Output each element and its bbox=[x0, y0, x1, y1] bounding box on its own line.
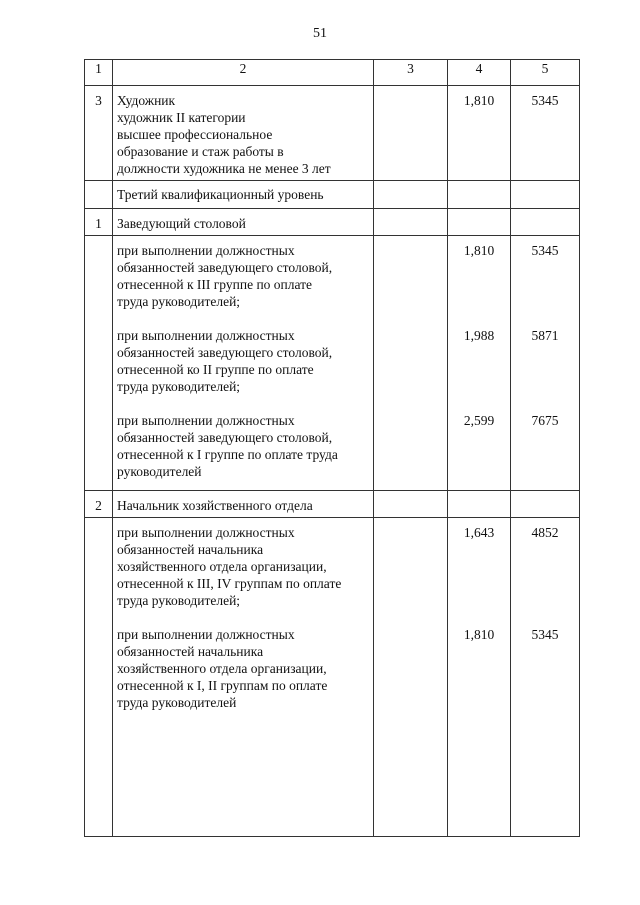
condition-item bbox=[117, 524, 369, 609]
condition-item bbox=[117, 327, 369, 395]
text-line: труда руководителей; bbox=[117, 593, 241, 608]
empty-cell bbox=[511, 181, 580, 209]
empty-cell bbox=[511, 209, 580, 236]
empty-cell bbox=[374, 491, 448, 518]
coefficient-values bbox=[448, 518, 511, 837]
empty-cell bbox=[448, 491, 511, 518]
table-row-artist bbox=[85, 86, 580, 181]
empty-cell bbox=[511, 491, 580, 518]
table-row-canteen-title bbox=[85, 209, 580, 236]
empty-cell bbox=[374, 209, 448, 236]
salary-value: 5345 bbox=[531, 243, 559, 258]
header-col-5: 5 bbox=[511, 60, 580, 86]
text-line: при выполнении должностных bbox=[117, 328, 295, 343]
spacer bbox=[448, 259, 510, 327]
coefficient-value: 1,810 bbox=[463, 627, 495, 642]
condition-item bbox=[117, 412, 369, 480]
salary-value: 5871 bbox=[531, 328, 559, 343]
table-row-level-heading bbox=[85, 181, 580, 209]
text-line: Художник bbox=[117, 93, 176, 108]
position-description bbox=[113, 86, 374, 181]
page-number: 51 bbox=[313, 26, 327, 41]
salary-value: 7675 bbox=[531, 413, 559, 428]
salary-values bbox=[511, 518, 580, 837]
empty-cell bbox=[448, 181, 511, 209]
text-line: при выполнении должностных bbox=[117, 243, 295, 258]
text-line: высшее профессиональное bbox=[117, 127, 273, 142]
position-title: Заведующий столовой bbox=[113, 209, 374, 236]
table-row-canteen-details bbox=[85, 236, 580, 491]
spacer bbox=[511, 259, 579, 327]
text-line: хозяйственного отдела организации, bbox=[117, 559, 327, 574]
text-line: отнесенной к I группе по оплате труда bbox=[117, 447, 338, 462]
empty-cell bbox=[85, 236, 113, 491]
salary-values bbox=[511, 236, 580, 491]
text-line: отнесенной к III, IV группам по оплате bbox=[117, 576, 342, 591]
coefficient-value: 2,599 bbox=[463, 413, 495, 428]
header-col-4: 4 bbox=[448, 60, 511, 86]
spacer bbox=[448, 344, 510, 412]
text-line: отнесенной к I, II группам по оплате bbox=[117, 678, 328, 693]
row-number: 1 bbox=[85, 209, 113, 236]
text-line: при выполнении должностных bbox=[117, 627, 295, 642]
conditions-list bbox=[113, 236, 374, 491]
table-header-row bbox=[85, 60, 580, 86]
level-heading: Третий квалификационный уровень bbox=[113, 181, 374, 209]
empty-cell bbox=[374, 518, 448, 837]
text-line: художник II категории bbox=[117, 110, 246, 125]
text-line: образование и стаж работы в bbox=[117, 144, 284, 159]
header-col-2: 2 bbox=[113, 60, 374, 86]
text-line: руководителей bbox=[117, 464, 202, 479]
empty-cell bbox=[448, 209, 511, 236]
text-line: обязанностей начальника bbox=[117, 644, 264, 659]
salary-value: 4852 bbox=[531, 525, 559, 540]
text-line: обязанностей начальника bbox=[117, 542, 264, 557]
text-line: хозяйственного отдела организации, bbox=[117, 661, 327, 676]
salary-value: 5345 bbox=[511, 86, 580, 181]
salary-table bbox=[84, 59, 580, 837]
spacer bbox=[511, 541, 579, 626]
text-line: труда руководителей; bbox=[117, 294, 241, 309]
text-line: труда руководителей bbox=[117, 695, 237, 710]
text-line: обязанностей заведующего столовой, bbox=[117, 345, 333, 360]
coefficient-value: 1,810 bbox=[448, 86, 511, 181]
empty-cell bbox=[374, 236, 448, 491]
empty-cell bbox=[374, 181, 448, 209]
row-number: 3 bbox=[85, 86, 113, 181]
condition-item bbox=[117, 242, 369, 310]
text-line: должности художника не менее 3 лет bbox=[117, 161, 331, 176]
table-row-household-details bbox=[85, 518, 580, 837]
coefficient-value: 1,810 bbox=[463, 243, 495, 258]
conditions-list bbox=[113, 518, 374, 837]
text-line: при выполнении должностных bbox=[117, 525, 295, 540]
position-title: Начальник хозяйственного отдела bbox=[113, 491, 374, 518]
spacer bbox=[448, 541, 510, 626]
coefficient-value: 1,643 bbox=[463, 525, 495, 540]
table-row-household-title bbox=[85, 491, 580, 518]
empty-cell bbox=[85, 181, 113, 209]
condition-item bbox=[117, 626, 369, 711]
text-line: отнесенной к III группе по оплате bbox=[117, 277, 313, 292]
row-number: 2 bbox=[85, 491, 113, 518]
text-line: труда руководителей; bbox=[117, 379, 241, 394]
salary-value: 5345 bbox=[531, 627, 559, 642]
text-line: обязанностей заведующего столовой, bbox=[117, 430, 333, 445]
header-col-1: 1 bbox=[85, 60, 113, 86]
text-line: отнесенной ко II группе по оплате bbox=[117, 362, 314, 377]
text-line: при выполнении должностных bbox=[117, 413, 295, 428]
text-line: обязанностей заведующего столовой, bbox=[117, 260, 333, 275]
empty-cell bbox=[85, 518, 113, 837]
coefficient-values bbox=[448, 236, 511, 491]
coefficient-value: 1,988 bbox=[463, 328, 495, 343]
spacer bbox=[511, 344, 579, 412]
header-col-3: 3 bbox=[374, 60, 448, 86]
empty-cell bbox=[374, 86, 448, 181]
